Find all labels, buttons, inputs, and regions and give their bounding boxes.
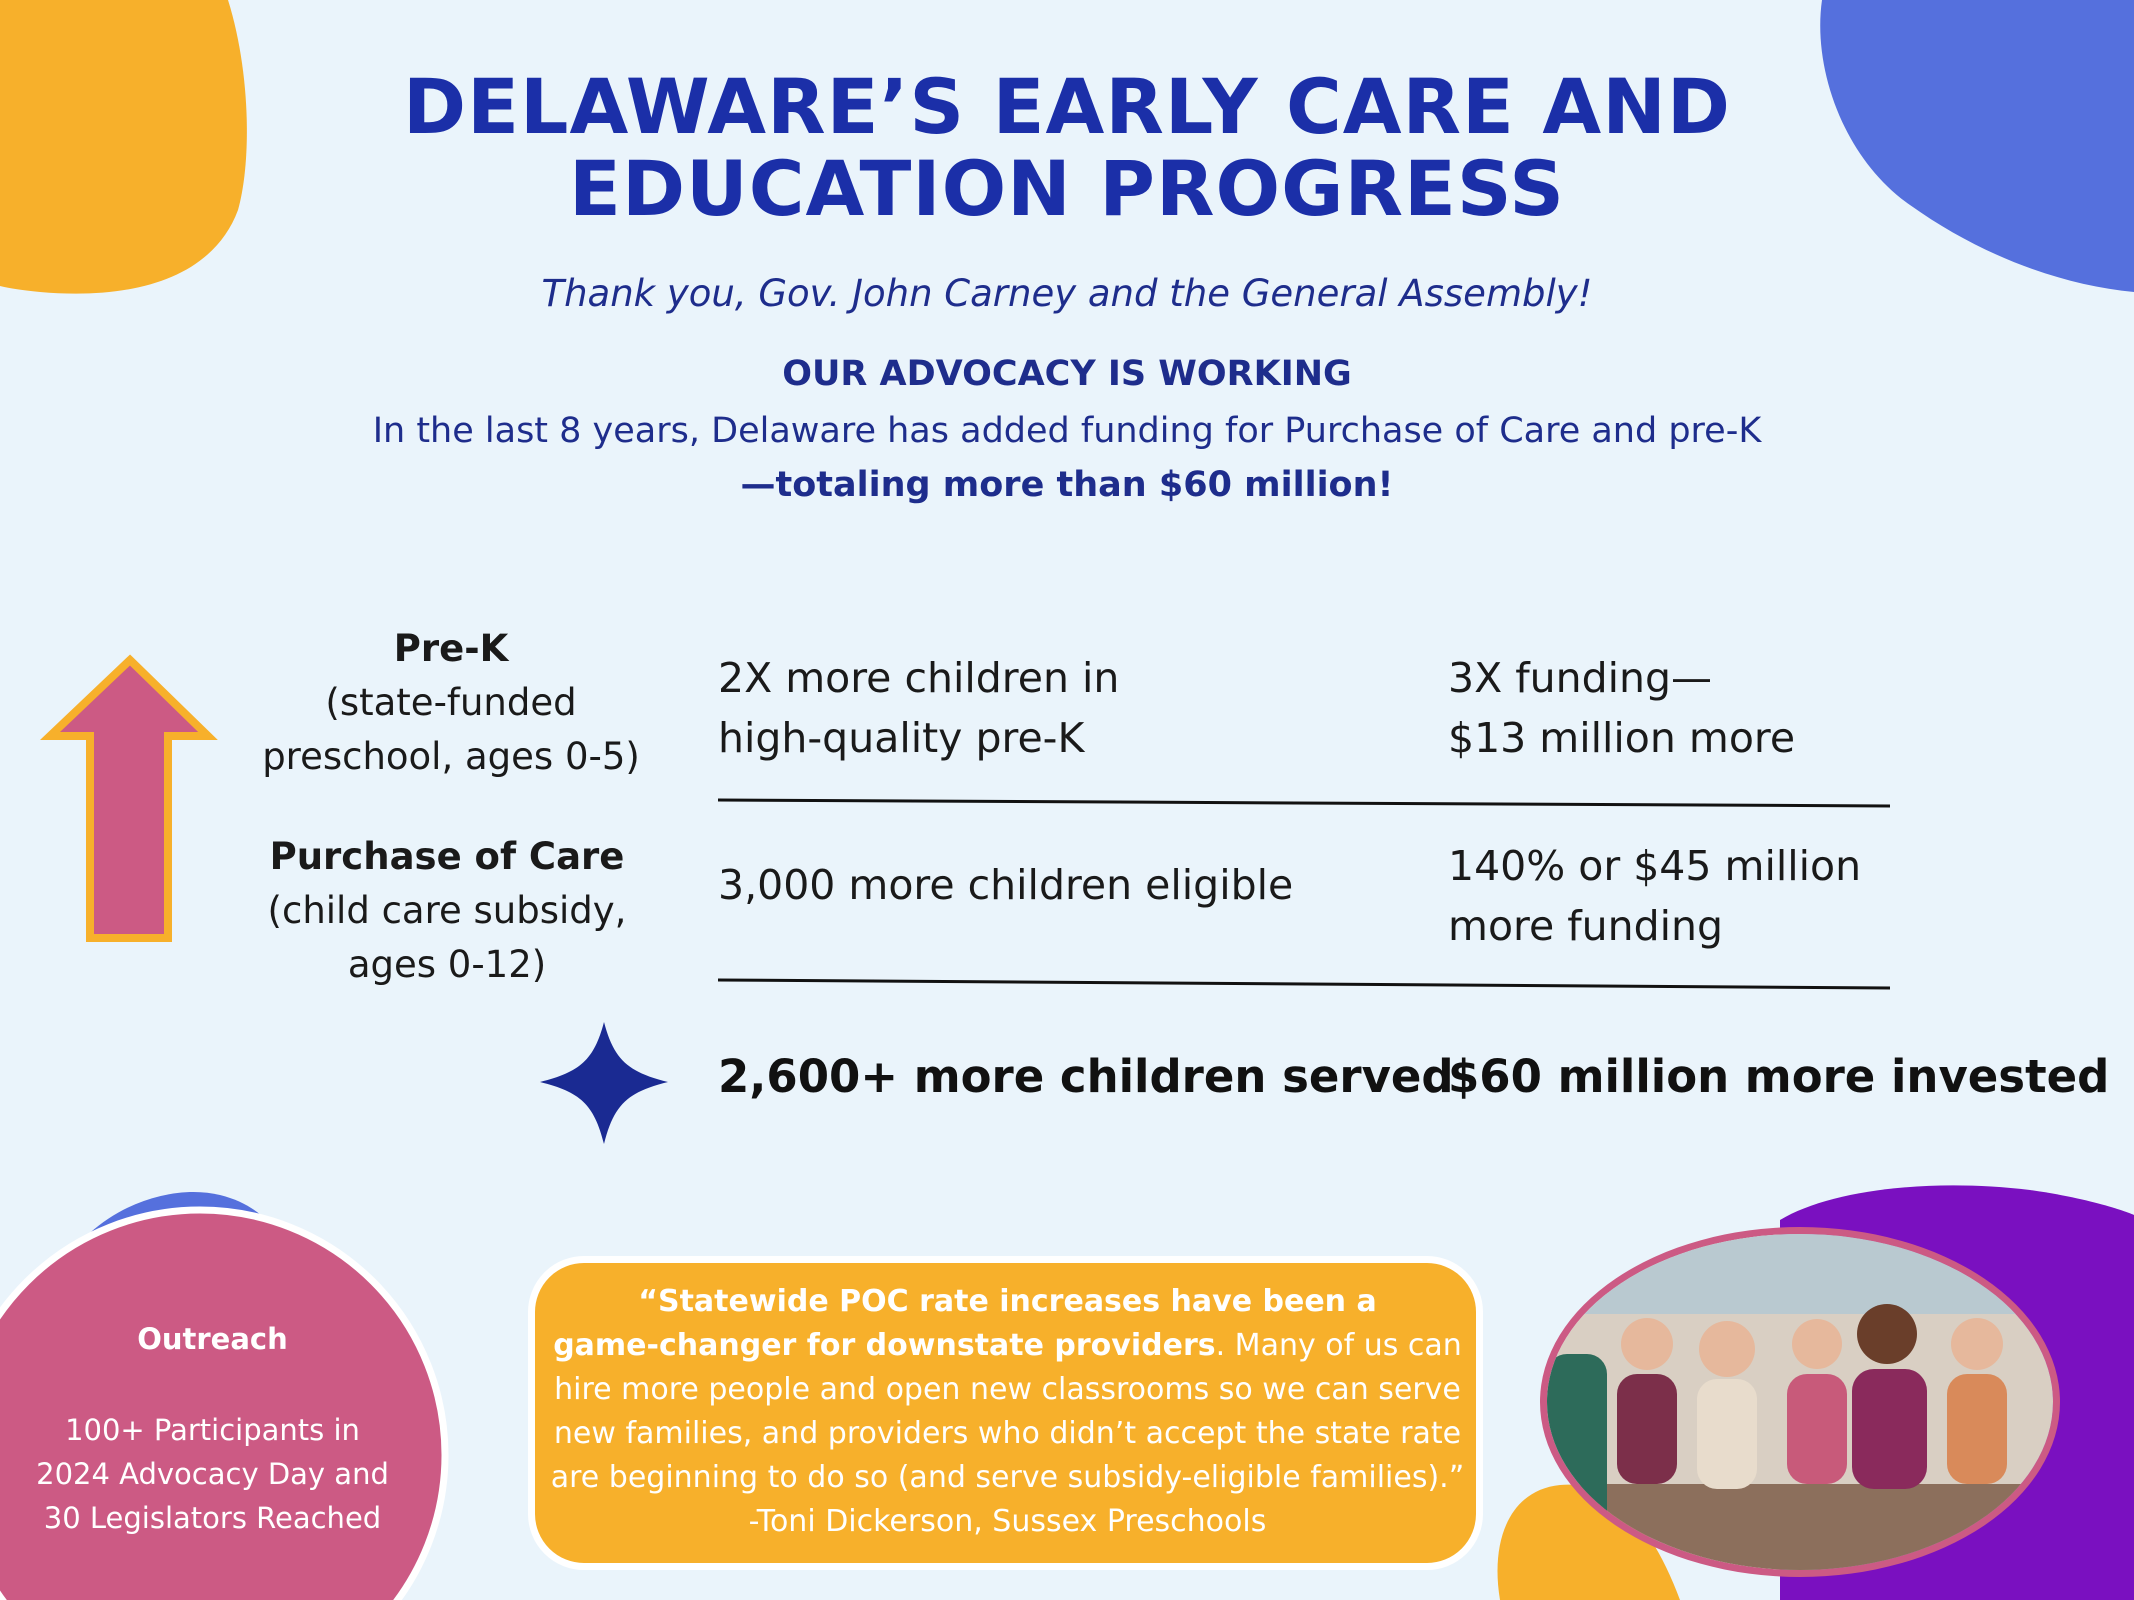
- prek-funding-cell: [1448, 648, 1795, 768]
- divider-line-1: [718, 800, 1890, 806]
- outreach-line-2: 2024 Advocacy Day and: [36, 1457, 389, 1491]
- children-clapping-photo: [1540, 1227, 2060, 1577]
- row-label-title: Purchase of Care: [269, 835, 625, 878]
- title-line-2: EDUCATION PROGRESS: [569, 144, 1565, 233]
- outreach-line-3: 30 Legislators Reached: [43, 1501, 382, 1535]
- outreach-title: Outreach: [137, 1322, 288, 1356]
- title-line-1: DELAWARE’S EARLY CARE AND: [403, 62, 1731, 151]
- poc-funding-cell: [1448, 836, 1861, 956]
- photo-illustration: [1547, 1234, 2053, 1570]
- quote-attribution: -Toni Dickerson, Sussex Preschools: [748, 1504, 1267, 1539]
- row-label-desc-2: preschool, ages 0-5): [262, 735, 640, 778]
- advocacy-line-1: In the last 8 years, Delaware has added funding for Purchase of Care and pre-K: [372, 411, 1762, 451]
- outreach-line-1: 100+ Participants in: [65, 1413, 360, 1447]
- up-arrow-icon: [50, 660, 208, 938]
- row-label-poc: [222, 830, 672, 992]
- advocacy-heading: OUR ADVOCACY IS WORKING: [782, 354, 1352, 394]
- cell-line: high-quality pre-K: [718, 714, 1085, 762]
- quote-bold-1: “Statewide POC rate increases have been a: [638, 1284, 1377, 1319]
- poc-children-cell: [718, 855, 1293, 915]
- total-funding: $60 million more invested: [1448, 1050, 2110, 1103]
- quote-line-4: new families, and providers who didn’t accept the state rate: [553, 1416, 1462, 1451]
- cell-line: more funding: [1448, 902, 1724, 950]
- row-label-desc-1: (child care subsidy,: [267, 889, 627, 932]
- quote-rest-2: . Many of us can: [1215, 1328, 1462, 1363]
- total-children: 2,600+ more children served: [718, 1050, 1454, 1103]
- advocacy-line-2: —totaling more than $60 million!: [740, 465, 1394, 505]
- outreach-body: [0, 1408, 425, 1540]
- cell-line: $13 million more: [1448, 714, 1796, 762]
- advocacy-body: [0, 404, 2134, 512]
- cell-line: 3X funding—: [1448, 654, 1713, 702]
- row-label-desc-1: (state-funded: [325, 681, 577, 724]
- cell-line: 2X more children in: [718, 654, 1120, 702]
- quote-bold-2: game-changer for downstate providers: [553, 1328, 1216, 1363]
- divider-line-2: [718, 980, 1890, 988]
- row-label-title: Pre-K: [393, 627, 509, 670]
- row-label-desc-2: ages 0-12): [347, 943, 547, 986]
- four-point-star-icon: [540, 1022, 668, 1144]
- quote-text: [540, 1280, 1475, 1544]
- quote-line-5: are beginning to do so (and serve subsidy-eligible families).”: [550, 1460, 1465, 1495]
- pink-circle-outreach: [0, 1210, 445, 1600]
- cell-line: 3,000 more children eligible: [718, 861, 1294, 909]
- quote-line-3: hire more people and open new classrooms so we can serve: [554, 1372, 1461, 1407]
- row-label-prek: [226, 622, 676, 784]
- page-title: [0, 62, 2134, 233]
- thank-you-line: Thank you, Gov. John Carney and the General Assembly!: [541, 272, 1593, 315]
- cell-line: 140% or $45 million: [1448, 842, 1862, 890]
- prek-children-cell: [718, 648, 1119, 768]
